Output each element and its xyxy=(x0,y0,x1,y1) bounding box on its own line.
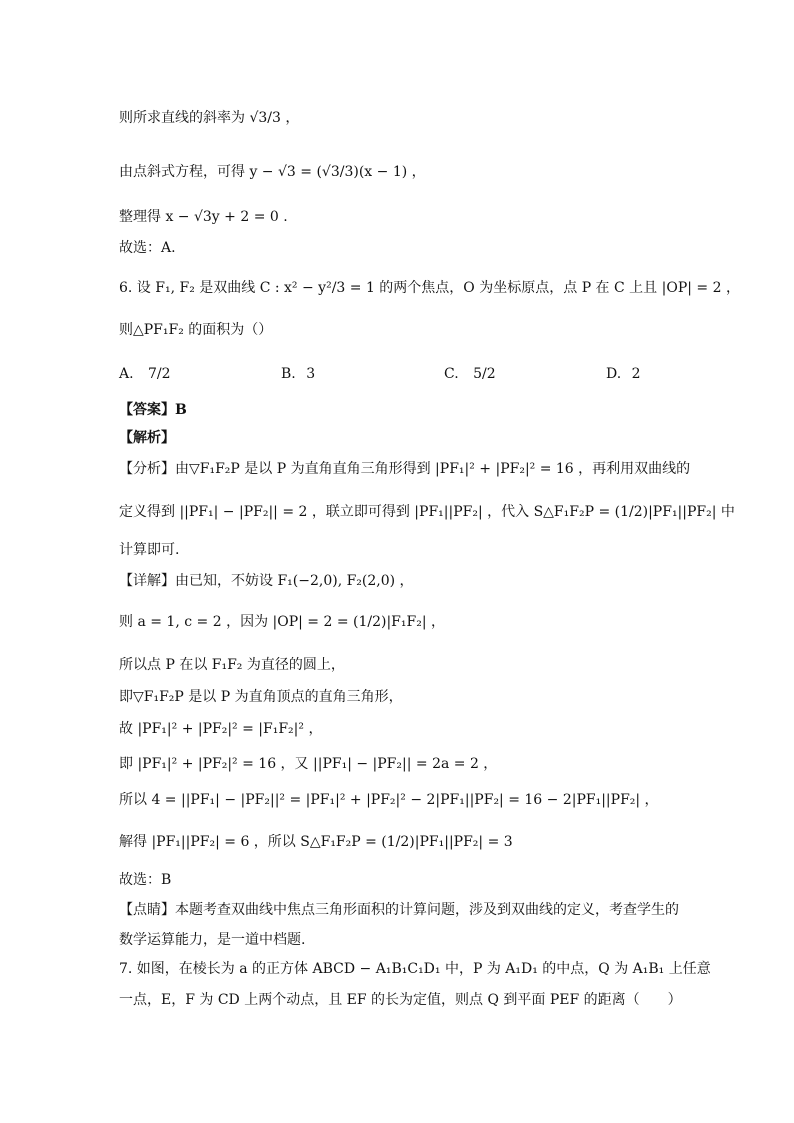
question-6-stem: 6. 设 F₁, F₂ 是双曲线 C : x² − y²/3 = 1 的两个焦点，O 为坐标原点，点 P 在 C 上且 |OP| = 2 ， xyxy=(119,280,740,296)
detail-line: 则 a = 1, c = 2 ，因为 |OP| = 2 = (1/2)|F₁F₂| ， xyxy=(119,614,446,630)
detail-line: 故 |PF₁|² + |PF₂|² = |F₁F₂|² ， xyxy=(119,721,323,737)
choice-b-value: 3 xyxy=(306,366,316,382)
choice-d xyxy=(606,364,641,384)
text-line: 故选：A. xyxy=(119,240,176,256)
choice-b xyxy=(281,364,315,384)
choice-a-label: A. xyxy=(119,366,134,382)
choice-c-value: 5/2 xyxy=(473,366,496,382)
choice-a-value: 7/2 xyxy=(148,366,171,382)
question-7-stem: 一点，E，F 为 CD 上两个动点，且 EF 的长为定值，则点 Q 到平面 PEF 的距离（ ） xyxy=(119,992,682,1008)
text-line: 由点斜式方程，可得 y − √3 = (√3/3)(x − 1) ， xyxy=(119,164,426,180)
choice-b-label: B. xyxy=(281,366,296,382)
detail-line: 解得 |PF₁||PF₂| = 6 ，所以 S△F₁F₂P = (1/2)|PF₁||PF₂| = 3 xyxy=(119,834,513,850)
analysis-line: 定义得到 ||PF₁| − |PF₂|| = 2 ，联立即可得到 |PF₁||PF₂| ，代入 S△F₁F₂P = (1/2)|PF₁||PF₂| 中 xyxy=(119,504,735,520)
comment-line: 【点睛】本题考查双曲线中焦点三角形面积的计算问题，涉及到双曲线的定义，考查学生的 xyxy=(119,902,679,918)
question-6-prompt: 则△PF₁F₂ 的面积为（） xyxy=(119,322,273,338)
text-line: 则所求直线的斜率为 √3/3 ， xyxy=(119,110,300,126)
detail-line: 所以点 P 在以 F₁F₂ 为直径的圆上， xyxy=(119,657,345,673)
analysis-heading: 【解析】 xyxy=(119,430,175,446)
analysis-line: 【分析】由▽F₁F₂P 是以 P 为直角直角三角形得到 |PF₁|² + |PF₂|² = 16 ，再利用双曲线的 xyxy=(119,461,691,477)
detail-line: 故选：B xyxy=(119,872,172,888)
analysis-line: 计算即可. xyxy=(119,542,180,558)
choice-c xyxy=(444,364,496,384)
choice-d-value: 2 xyxy=(631,366,641,382)
answer-line: 【答案】B xyxy=(119,402,187,418)
comment-line: 数学运算能力，是一道中档题. xyxy=(119,932,306,948)
question-7-stem: 7. 如图，在棱长为 a 的正方体 ABCD − A₁B₁C₁D₁ 中，P 为 A₁D₁ 的中点，Q 为 A₁B₁ 上任意 xyxy=(119,961,711,977)
choice-a xyxy=(119,364,171,384)
choice-c-label: C. xyxy=(444,366,459,382)
detail-line: 即▽F₁F₂P 是以 P 为直角顶点的直角三角形， xyxy=(119,689,403,705)
choice-d-label: D. xyxy=(606,366,622,382)
detail-line: 即 |PF₁|² + |PF₂|² = 16 ，又 ||PF₁| − |PF₂|| = 2a = 2 ， xyxy=(119,756,498,772)
text-line: 整理得 x − √3y + 2 = 0 . xyxy=(119,209,288,225)
detail-line: 【详解】由已知，不妨设 F₁(−2,0), F₂(2,0) ， xyxy=(119,573,414,589)
detail-line: 所以 4 = ||PF₁| − |PF₂||² = |PF₁|² + |PF₂|² − 2|PF₁||PF₂| = 16 − 2|PF₁||PF₂| ， xyxy=(119,792,659,808)
